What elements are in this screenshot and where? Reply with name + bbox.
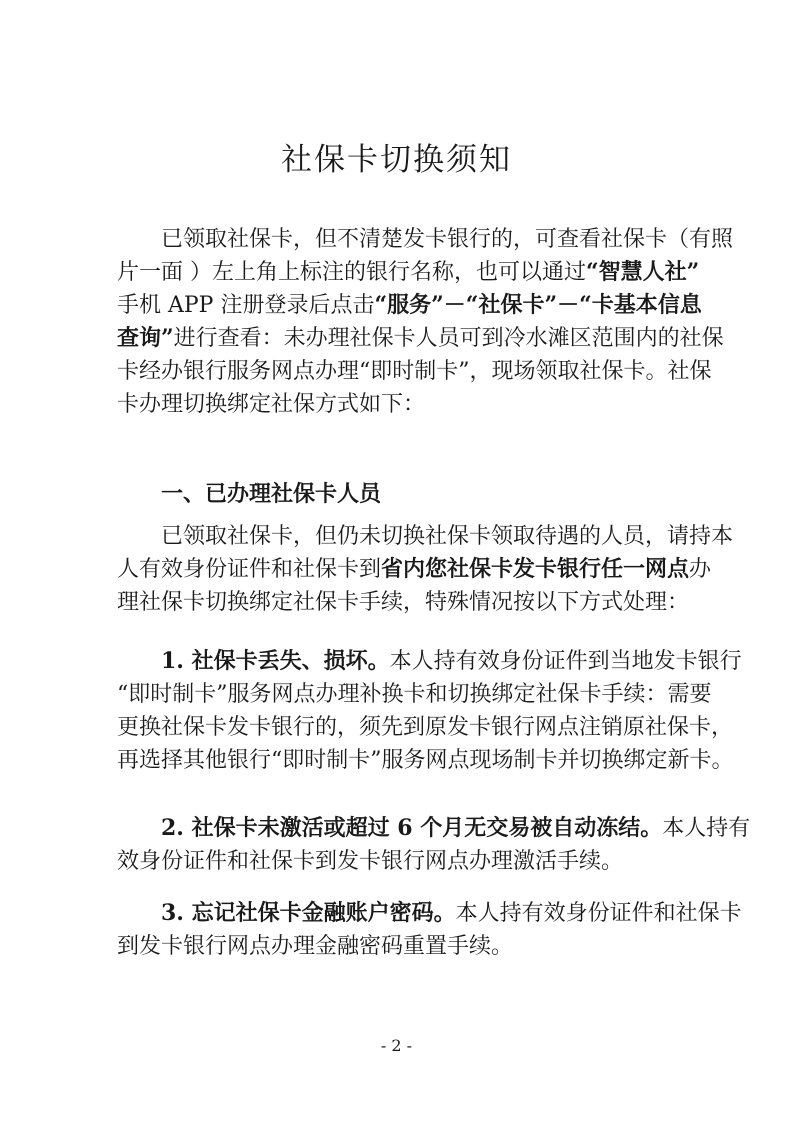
text-run: 本人持有 [662, 816, 751, 841]
bold-run: 3. 忘记社保卡金融账户密码。 [161, 900, 456, 926]
text-run: 本人持有效身份证件到当地发卡银行 [389, 649, 742, 674]
text-run: 手机 APP 注册登录后点击 [117, 293, 375, 318]
text-line: 已领取社保卡，但仍未切换社保卡领取待遇的人员，请持本 [161, 524, 734, 549]
bold-run: 1. 社保卡丢失、损坏。 [161, 648, 390, 674]
text-run: 人有效身份证件和社保卡到 [117, 557, 382, 582]
text-line: “即时制卡”服务网点办理补换卡和切换绑定社保卡手续：需要 [117, 682, 712, 707]
text-line: 效身份证件和社保卡到发卡银行网点办理激活手续。 [117, 849, 624, 874]
page-title: 社保卡切换须知 [281, 142, 512, 178]
text-line [117, 812, 751, 845]
bold-run: “智慧人社” [586, 259, 700, 285]
text-line [117, 897, 742, 930]
text-line [117, 256, 717, 289]
bold-run: 查询” [117, 325, 174, 351]
text-line: 更换社保卡发卡银行的，须先到原发卡银行网点注销原社保卡， [117, 715, 734, 740]
text-line [117, 645, 742, 678]
text-line: 卡办理切换绑定社保方式如下： [117, 392, 426, 417]
text-line: 已领取社保卡，但不清楚发卡银行的，可查看社保卡（有照 [161, 227, 734, 252]
text-line: 理社保卡切换绑定社保卡手续，特殊情况按以下方式处理： [117, 590, 690, 615]
text-line [117, 553, 717, 586]
item-1 [117, 645, 742, 777]
text-line [117, 322, 724, 355]
text-run: 片一面 ）左上角上标注的银行名称，也可以通过 [117, 260, 586, 285]
item-3 [117, 897, 742, 963]
text-run: 进行查看：未办理社保卡人员可到冷水滩区范围内的社保 [173, 326, 724, 351]
section1-paragraph [117, 520, 734, 619]
text-line: 到发卡银行网点办理金融密码重置手续。 [117, 934, 514, 959]
bold-run: 2. 社保卡未激活或超过 6 个月无交易被自动冻结。 [161, 815, 663, 841]
text-run: 办 [689, 557, 712, 582]
text-line: 再选择其他银行“即时制卡”服务网点现场制卡并切换绑定新卡。 [117, 748, 734, 773]
text-line [117, 289, 717, 322]
page-number: - 2 - [380, 1036, 413, 1055]
item-2 [117, 812, 751, 878]
bold-run: “服务”－“社保卡”－“卡基本信息 [374, 292, 702, 318]
text-line: 卡经办银行服务网点办理“即时制卡”，现场领取社保卡。社保 [117, 359, 712, 384]
intro-paragraph [117, 223, 734, 421]
bold-run: 省内您社保卡发卡银行任一网点 [381, 556, 690, 582]
section-heading: 一、已办理社保卡人员 [161, 481, 382, 507]
text-run: 本人持有效身份证件和社保卡 [455, 901, 742, 926]
